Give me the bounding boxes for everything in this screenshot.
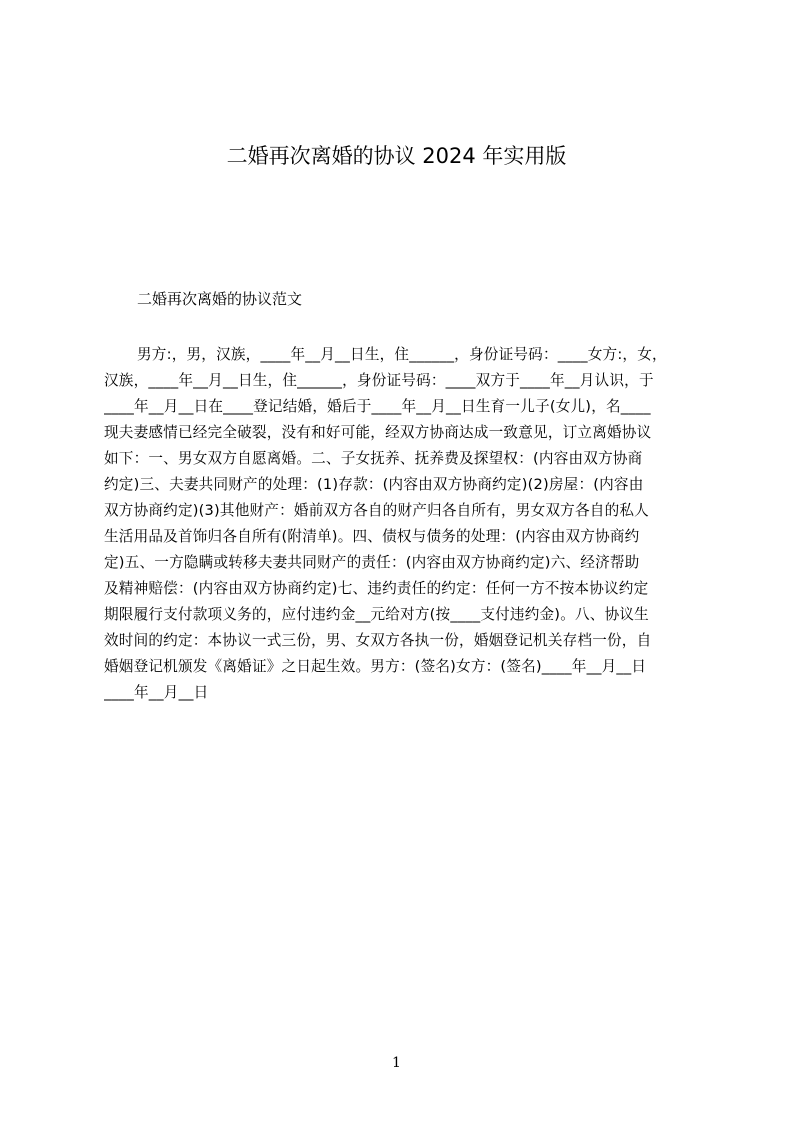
body-line: 婚姻登记机颁发《离婚证》之日起生效。男方：(签名)女方：(签名)____年__月__日 — [104, 658, 647, 675]
body-line: ____年__月__日在____登记结婚，婚后于____年__月__日生育一儿子(女儿)，名____ — [104, 398, 651, 415]
body-paragraph — [104, 342, 698, 706]
body-line: 定)五、一方隐瞒或转移夫妻共同财产的责任：(内容由双方协商约定)六、经济帮助 — [104, 554, 640, 571]
body-line: 如下：一、男女双方自愿离婚。二、子女抚养、抚养费及探望权：(内容由双方协商 — [104, 450, 643, 467]
body-line: ____年__月__日 — [104, 684, 209, 701]
body-line: 及精神赔偿：(内容由双方协商约定)七、违约责任的约定：任何一方不按本协议约定 — [104, 580, 649, 597]
body-line: 生活用品及首饰归各自所有(附清单)。四、债权与债务的处理：(内容由双方协商约 — [104, 528, 640, 545]
document-subtitle: 二婚再次离婚的协议范文 — [137, 290, 303, 308]
body-line: 双方协商约定)(3)其他财产：婚前双方各自的财产归各自所有，男女双方各自的私人 — [104, 502, 649, 519]
body-line: 效时间的约定：本协议一式三份，男、女双方各执一份，婚姻登记机关存档一份，自 — [104, 632, 652, 649]
document-title: 二婚再次离婚的协议 2024 年实用版 — [226, 144, 567, 168]
body-line: 汉族，____年__月__日生，住______，身份证号码：____双方于____年__月认识，于 — [104, 372, 654, 389]
page-number: 1 — [392, 1055, 401, 1071]
body-line: 约定)三、夫妻共同财产的处理：(1)存款：(内容由双方协商约定)(2)房屋：(内容由 — [104, 476, 644, 493]
body-line: 现夫妻感情已经完全破裂，没有和好可能，经双方协商达成一致意见，订立离婚协议 — [104, 424, 652, 441]
body-line: 期限履行支付款项义务的，应付违约金__元给对方(按____支付违约金)。八、协议生 — [104, 606, 649, 623]
body-line: 男方:，男，汉族，____年__月__日生，住______，身份证号码：____女方:，女， — [137, 346, 667, 363]
